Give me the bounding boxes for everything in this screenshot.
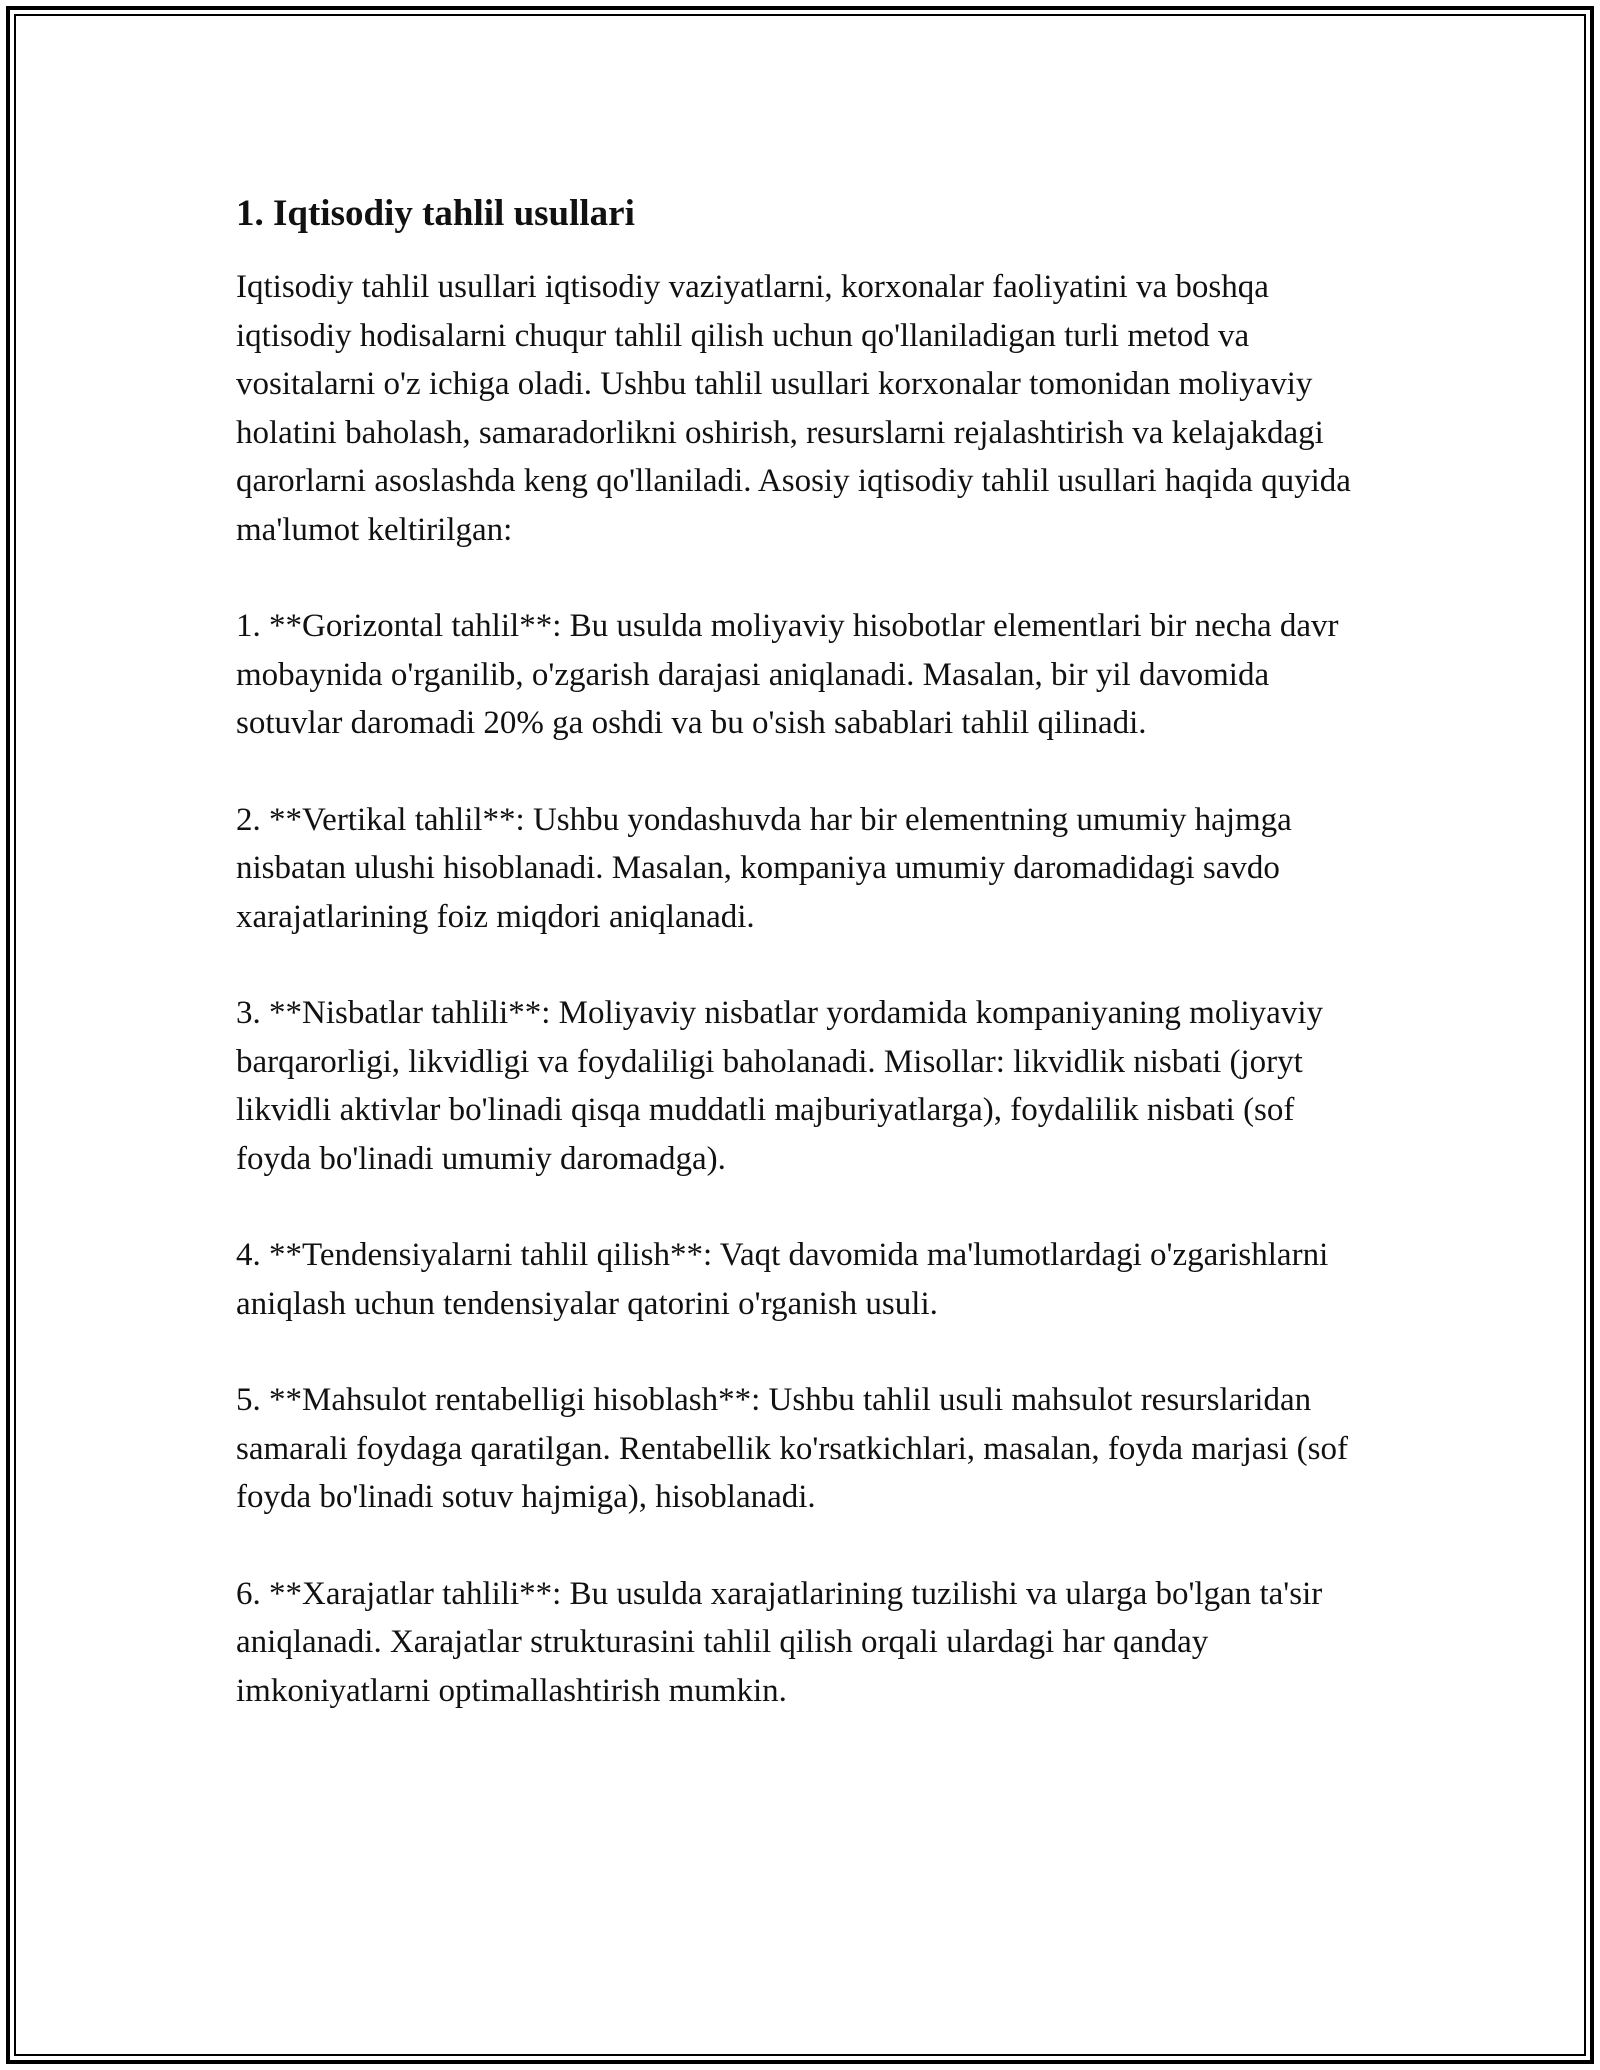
method-item-tendensiyalar: 4. **Tendensiyalarni tahlil qilish**: Vaqt davomida ma'lumotlardagi o'zgarishlarni aniqlash uchun tendensiyalar qatorini o'rganish usuli. [236, 1237, 1329, 1322]
intro-paragraph: Iqtisodiy tahlil usullari iqtisodiy vaziyatlarni, korxonalar faoliyatini va boshqa iqtisodiy hodisalarni chuqur tahlil qilish uchun qo'llaniladigan turli metod va vositalarni o'z ichiga oladi. Ushbu tahlil usullari korxonalar tomonidan moliyaviy holatini baholash, samaradorlikni oshirish, resurslarni rejalashtirish va kelajakdagi qarorlarni asoslashda keng qo'llaniladi. Asosiy iqtisodiy tahlil usullari haqida quyida ma'lumot keltirilgan: [236, 269, 1351, 548]
method-item-xarajatlar: 6. **Xarajatlar tahlili**: Bu usulda xarajatlarining tuzilishi va ularga bo'lgan ta'sir aniqlanadi. Xarajatlar strukturasini tahlil qilish orqali ulardagi har qanday imkoniyatlarni optimallashtirish mumkin. [236, 1575, 1323, 1709]
method-item-gorizontal: 1. **Gorizontal tahlil**: Bu usulda moliyaviy hisobotlar elementlari bir necha davr mobaynida o'rganilib, o'zgarish darajasi aniqlanadi. Masalan, bir yil davomida sotuvlar daromadi 20% ga oshdi va bu o'sish sabablari tahlil qilinadi. [236, 608, 1339, 741]
method-item-vertikal: 2. **Vertikal tahlil**: Ushbu yondashuvda har bir elementning umumiy hajmga nisbatan ulushi hisoblanadi. Masalan, kompaniya umumiy daromadidagi savdo xarajatlarining foiz miqdori aniqlanadi. [236, 801, 1292, 935]
method-item-rentabellik: 5. **Mahsulot rentabelligi hisoblash**: Ushbu tahlil usuli mahsulot resurslaridan samarali foydaga qaratilgan. Rentabellik ko'rsatkichlari, masalan, foyda marjasi (sof foyda bo'linadi sotuv hajmiga), hisoblanadi. [236, 1382, 1348, 1515]
method-item-nisbatlar: 3. **Nisbatlar tahlili**: Moliyaviy nisbatlar yordamida kompaniyaning moliyaviy barqarorligi, likvidligi va foydaliligi baholanadi. Misollar: likvidlik nisbati (joryt likvidli aktivlar bo'linadi qisqa muddatli majburiyatlarga), foydalilik nisbati (sof foyda bo'linadi umumiy daromadga). [236, 995, 1323, 1177]
section-heading: 1. Iqtisodiy tahlil usullari [236, 193, 635, 234]
document-body [236, 183, 1376, 1763]
